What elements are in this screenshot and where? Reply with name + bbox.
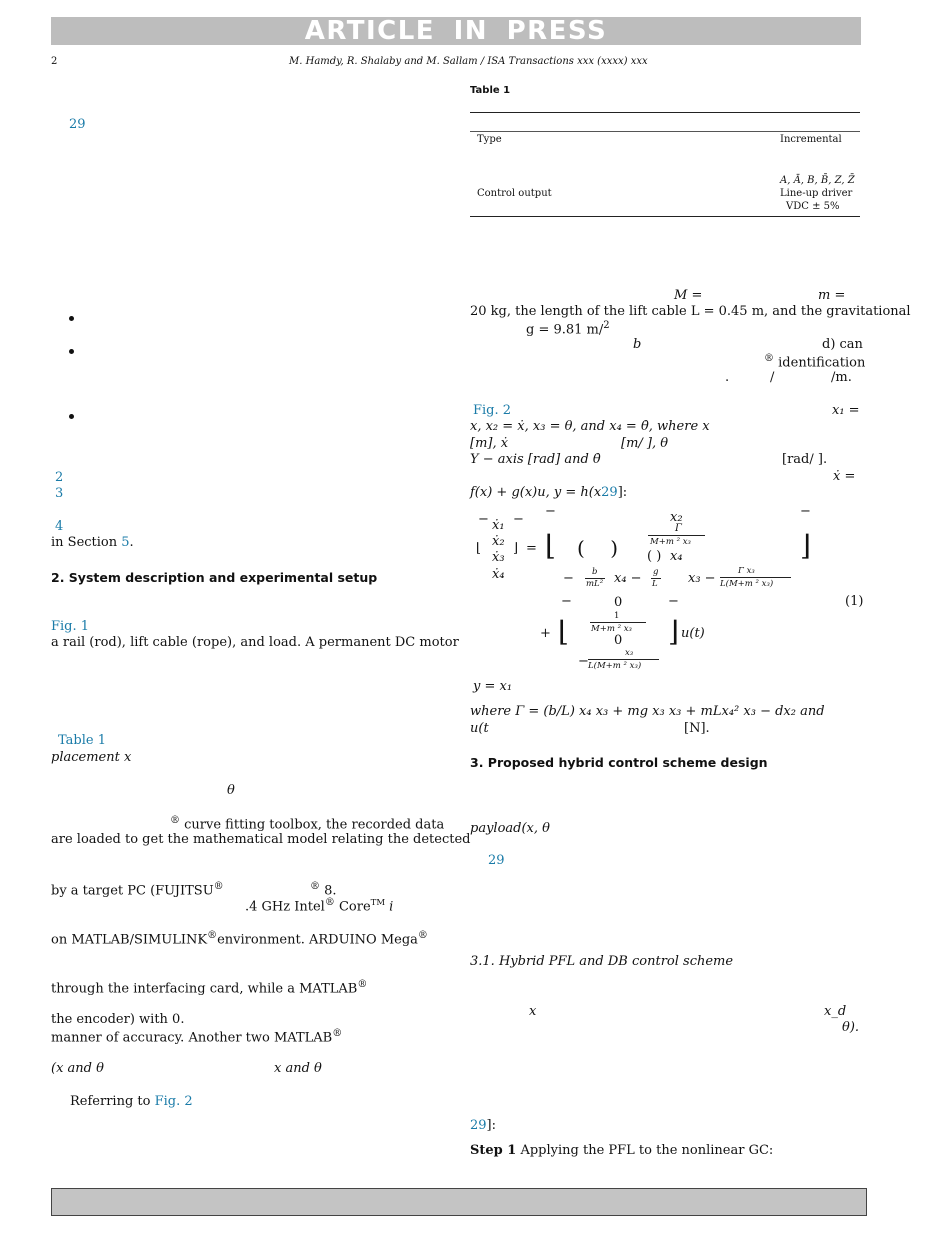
- eq-x2: x₂: [670, 510, 683, 525]
- ghz-label: .4 GHz Intel: [245, 899, 325, 915]
- registered-mark-2: ®: [213, 881, 224, 892]
- x1-equals: x₁ =: [832, 403, 860, 418]
- g-sup: 2: [603, 320, 610, 331]
- step-1-line: [470, 1143, 773, 1158]
- eq-gamma: Γ: [675, 523, 682, 534]
- eq-x3-den: L(M+m ² x₃): [588, 661, 642, 671]
- table-col-type: Type: [477, 134, 502, 145]
- loaded-text: are loaded to get the mathematical model relating the detected: [51, 832, 471, 847]
- bvec-bracket-bottom-left: ⌊: [558, 615, 569, 648]
- referring-text: Referring to: [70, 1094, 155, 1109]
- subsection-3-1-heading: 3.1. Hybrid PFL and DB control scheme: [470, 954, 734, 969]
- trademark-mark: TM: [370, 898, 386, 908]
- ref-29-link-b[interactable]: 29: [488, 853, 505, 868]
- table-col-incremental: Incremental: [780, 134, 842, 145]
- section-3-heading: 3. Proposed hybrid control scheme design: [470, 755, 768, 770]
- environment-label: environment. ARDUINO Mega: [217, 932, 418, 948]
- article-in-press-banner: ARTICLE IN PRESS: [51, 17, 861, 45]
- target-pc-text: [51, 881, 224, 898]
- fig-1-link[interactable]: Fig. 1: [51, 619, 90, 634]
- step-1-text: Applying the PFL to the nonlinear GC:: [516, 1143, 774, 1158]
- eq-gamma2: Γ x₃: [738, 566, 755, 576]
- xdot1: ẋ₁: [492, 518, 505, 533]
- registered-mark-4: ®: [324, 897, 335, 908]
- where-gamma: where Γ = (b/L) x₄ x₃ + mg x₃ x₃ + mLx₄² x₃ − dx₂ and: [470, 704, 825, 719]
- curve-fit-line: [170, 815, 444, 832]
- lhs-bracket-bottom: ⌊: [476, 541, 482, 556]
- ref-29-c-end: ]:: [486, 1118, 496, 1133]
- theta-symbol: θ: [227, 783, 235, 798]
- interfacing-label: through the interfacing card, while a MATLAB: [51, 981, 358, 997]
- target-pc-label: by a target PC (FUJITSU: [51, 883, 214, 899]
- eq-minus-b: −: [563, 571, 574, 586]
- i-label: i: [389, 899, 394, 915]
- payload-text: payload(x, θ: [470, 821, 550, 836]
- accuracy-text: [51, 1028, 342, 1045]
- d-can-text: d) can: [822, 337, 863, 352]
- paren-pair-1: ( ): [577, 536, 619, 560]
- referring-line: [70, 1094, 193, 1109]
- xdot4: ẋ₄: [492, 567, 505, 582]
- table-cell-driver: Line-up driver: [780, 188, 853, 199]
- matlab-text: [51, 930, 428, 947]
- eq-gamma-den: M+m ² x₃: [650, 537, 691, 547]
- fx-end: ]:: [617, 485, 628, 500]
- bullet-3: [69, 414, 74, 419]
- eq-zero-2: 0: [614, 633, 623, 648]
- xd-symbol: x_d: [824, 1004, 847, 1019]
- registered-mark-6: ®: [417, 930, 428, 941]
- interfacing-text: [51, 979, 367, 996]
- section-2-heading: 2. System description and experimental setup: [51, 570, 378, 585]
- eq-x3-num: x₃: [625, 648, 634, 658]
- rhs-bracket-bottom-right: ⌋: [800, 529, 811, 562]
- table-cell-symbols: A, Ā, B, B̄, Z, Z̄: [780, 175, 855, 186]
- dot-text: .: [725, 370, 730, 385]
- bullet-2: [69, 349, 74, 354]
- eq-zero-1: 0: [614, 595, 623, 610]
- ref-29-link[interactable]: 29: [69, 117, 86, 132]
- m-unit: [m], ẋ: [470, 436, 509, 451]
- equation-number: (1): [845, 594, 864, 609]
- section-2-link[interactable]: 2: [55, 470, 64, 485]
- x3-frac-bar: [588, 659, 659, 660]
- m-equals: m =: [818, 288, 846, 303]
- table-1-link[interactable]: Table 1: [58, 733, 106, 748]
- eq-g-num: g: [653, 567, 659, 577]
- x-theta-paren: (x and θ: [51, 1061, 104, 1076]
- g-value: [526, 320, 610, 337]
- gamma-frac-bar: [648, 535, 705, 536]
- eq-one-den: M+m ² x₃: [591, 624, 632, 634]
- equals-sign: =: [526, 541, 537, 556]
- bvec-bracket-top-right: −: [668, 594, 679, 609]
- fig-2-link-left[interactable]: Fig. 2: [154, 1094, 193, 1109]
- bvec-bracket-top-left: −: [561, 594, 572, 609]
- ref-29-c-line: [470, 1118, 496, 1133]
- N-unit: [N].: [684, 721, 710, 736]
- bullet-1: [69, 316, 74, 321]
- xdot3: ẋ₃: [492, 550, 505, 565]
- u-text: u(t: [470, 721, 489, 736]
- ref-29-link-c[interactable]: 29: [470, 1118, 487, 1133]
- table-bottom-rule: [470, 216, 860, 217]
- in-section-end: .: [129, 535, 134, 550]
- rail-text: a rail (rod), lift cable (rope), and load. A permanent DC motor: [51, 635, 459, 650]
- accuracy-label: manner of accuracy. Another two MATLAB: [51, 1030, 333, 1046]
- per-m-text: /m.: [831, 370, 852, 385]
- rhs-bracket-bottom-left: ⌊: [545, 529, 556, 562]
- registered-mark-3: ®: [310, 881, 320, 892]
- fx-text: f(x) + g(x)u, y = h(x: [470, 485, 602, 500]
- rad-per-text: [rad/ ].: [782, 452, 828, 467]
- table-row-control-output: Control output: [477, 188, 552, 199]
- y-equals-x1: y = x₁: [473, 679, 513, 694]
- table-header-rule: [470, 131, 860, 132]
- in-section-text: in Section: [51, 535, 122, 550]
- xdot2: ẋ₂: [492, 534, 505, 549]
- table-1-caption: Table 1: [470, 85, 511, 96]
- y-axis-text: Y − axis [rad] and θ̇: [470, 452, 601, 467]
- core-label: Core: [338, 899, 371, 915]
- paren-pair-2: ( ): [647, 549, 662, 564]
- section-4-link[interactable]: 4: [55, 519, 64, 534]
- step-1-label: Step 1: [470, 1143, 517, 1158]
- fx-line: [470, 485, 627, 500]
- lhs-bracket-top-right: −: [513, 512, 524, 527]
- registered-mark-8: ®: [332, 1028, 343, 1039]
- lift-cable-text: 20 kg, the length of the lift cable L = 0.45 m, and the gravitational: [470, 304, 911, 319]
- eq-b-den: mL²: [586, 579, 604, 589]
- footer-citation-box: [51, 1188, 867, 1216]
- M-equals: M =: [674, 288, 703, 303]
- page-number: 2: [51, 56, 58, 67]
- lhs-bracket-bottom-right: ⌋: [513, 541, 519, 556]
- table-top-rule: [470, 112, 860, 113]
- x-symbol: x: [529, 1004, 537, 1019]
- matlab-label: on MATLAB/SIMULINK: [51, 932, 208, 948]
- m-per-unit: [m/ ], θ: [621, 436, 669, 451]
- slash-text: /: [770, 370, 775, 385]
- eq-b-num: b: [592, 567, 598, 577]
- curve-fit-text: curve fitting toolbox, the recorded data: [184, 817, 445, 833]
- section-3-link[interactable]: 3: [55, 486, 64, 501]
- section-5-link[interactable]: 5: [121, 535, 130, 550]
- b-symbol: b: [633, 337, 642, 352]
- bvec-bracket-bottom-right: ⌋: [668, 615, 679, 648]
- encoder-text: the encoder) with 0.: [51, 1012, 185, 1027]
- eq-minus-x3: −: [578, 654, 589, 669]
- eq-x4: x₄: [670, 549, 683, 564]
- theta-end: θ).: [842, 1020, 860, 1035]
- running-head: M. Hamdy, R. Shalaby and M. Sallam / ISA Transactions xxx (xxxx) xxx: [289, 56, 648, 67]
- placement-text: placement x: [51, 750, 132, 765]
- registered-mark-9: ®: [764, 353, 774, 364]
- eq-x4-b: x₄ −: [614, 571, 642, 586]
- ghz-text: [245, 897, 393, 914]
- g-label: g = 9.81 m/: [526, 322, 604, 338]
- xdot-equals: ẋ =: [833, 469, 856, 484]
- registered-mark-1: ®: [170, 815, 180, 826]
- eq-one: 1: [614, 611, 620, 621]
- eq-gamma2-den: L(M+m ² x₃): [720, 579, 774, 589]
- identification-line: [764, 353, 865, 370]
- lhs-bracket-top: −: [478, 512, 489, 527]
- state-definition: x, x₂ = ẋ, x₃ = θ, and x₄ = θ̇, where x: [470, 419, 710, 434]
- in-section-line: [51, 535, 134, 550]
- identification-text: identification: [778, 355, 866, 371]
- rhs-bracket-top-left: −: [545, 504, 556, 519]
- eight-text: [310, 881, 337, 898]
- eq-plus: +: [540, 626, 551, 641]
- rhs-bracket-top-right: −: [800, 504, 811, 519]
- eq-ut: u(t): [681, 626, 705, 641]
- gamma2-frac-bar: [720, 577, 791, 578]
- registered-mark-5: ®: [207, 930, 218, 941]
- x-and-theta: x and θ: [274, 1061, 322, 1076]
- eq-x3-minus: x₃ −: [688, 571, 716, 586]
- registered-mark-7: ®: [357, 979, 368, 990]
- fig-2-link-right[interactable]: Fig. 2: [473, 403, 512, 418]
- ref-29-link-eq[interactable]: 29: [601, 485, 618, 500]
- one-frac-bar: [590, 622, 646, 623]
- eq-g-den: L: [652, 579, 658, 589]
- table-cell-vdc: VDC ± 5%: [786, 201, 840, 212]
- eight-label: 8.: [324, 883, 337, 899]
